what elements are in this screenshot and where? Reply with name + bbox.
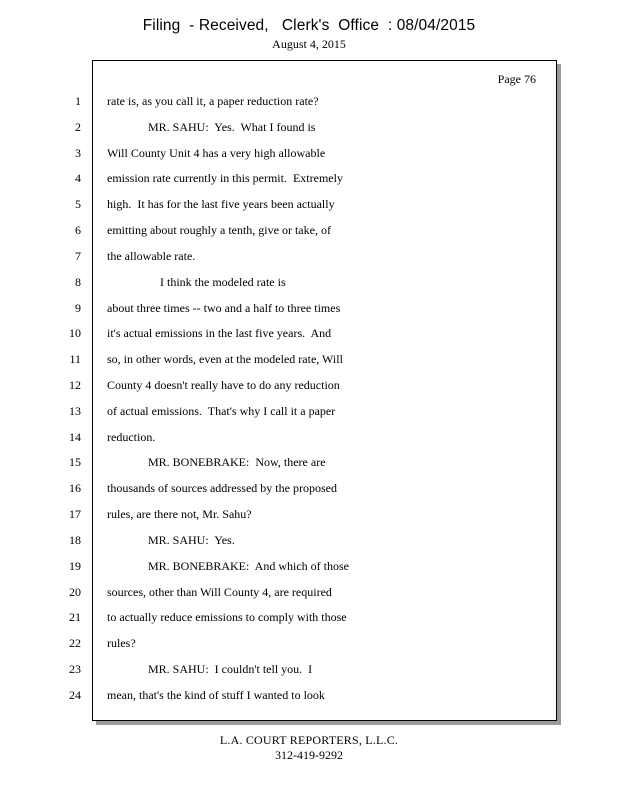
line-text: reduction.: [107, 429, 156, 444]
line-text: it's actual emissions in the last five years. And: [107, 326, 332, 341]
line-number: 19: [69, 558, 81, 573]
line-number: 23: [69, 662, 81, 677]
line-text: I think the modeled rate is: [160, 274, 286, 289]
line-text: rate is, as you call it, a paper reduction rate?: [107, 94, 319, 108]
line-text: emitting about roughly a tenth, give or take, of: [107, 223, 331, 238]
line-text: so, in other words, even at the modeled rate, Will: [107, 352, 343, 367]
line-number: 14: [69, 429, 81, 444]
line-text: the allowable rate.: [107, 248, 196, 263]
line-number: 24: [69, 687, 81, 702]
transcript-line: [0, 378, 560, 404]
line-number: 22: [69, 636, 81, 651]
line-text: MR. SAHU: I couldn't tell you. I: [148, 662, 313, 677]
line-number: 11: [69, 352, 81, 367]
transcript-line: [0, 249, 560, 275]
filing-stamp-header: Filing - Received, Clerk's Office : 08/04/2015: [142, 17, 476, 34]
transcript-line: [0, 585, 560, 611]
line-text: MR. SAHU: Yes. What I found is: [148, 119, 316, 134]
line-text: thousands of sources addressed by the proposed: [107, 481, 337, 496]
transcript-line: [0, 326, 560, 352]
line-text: MR. BONEBRAKE: Now, there are: [148, 455, 326, 470]
transcript-line: [0, 301, 560, 327]
line-text: emission rate currently in this permit. Extremely: [107, 171, 343, 186]
line-text: mean, that's the kind of stuff I wanted to look: [107, 687, 325, 702]
line-number: 6: [75, 223, 81, 238]
transcript-line: [0, 404, 560, 430]
line-number: 15: [69, 455, 81, 470]
line-number: 7: [75, 248, 81, 263]
line-text: rules?: [107, 636, 136, 651]
court-reporter-phone: 312-419-9292: [275, 748, 343, 762]
transcript-line: [0, 481, 560, 507]
line-number: 2: [75, 119, 81, 134]
transcript-line: [0, 94, 560, 120]
line-number: 13: [69, 403, 81, 418]
line-text: about three times -- two and a half to three times: [107, 300, 341, 315]
transcript-line: [0, 171, 560, 197]
transcript-line: [0, 533, 560, 559]
line-text: Will County Unit 4 has a very high allowable: [107, 145, 326, 160]
line-number: 8: [75, 274, 81, 289]
line-number: 21: [69, 610, 81, 625]
transcript-line: [0, 430, 560, 456]
line-text: sources, other than Will County 4, are required: [107, 584, 332, 599]
line-text: to actually reduce emissions to comply with those: [107, 610, 347, 625]
line-number: 17: [69, 507, 81, 522]
transcript-line: [0, 223, 560, 249]
transcript-line: [0, 559, 560, 585]
transcript-line: [0, 610, 560, 636]
line-text: MR. SAHU: Yes.: [148, 532, 235, 547]
transcript-line: [0, 636, 560, 662]
transcript-line: [0, 662, 560, 688]
transcript-line: [0, 352, 560, 378]
line-number: 1: [75, 94, 81, 108]
line-number: 18: [69, 532, 81, 547]
line-text: of actual emissions. That's why I call it a paper: [107, 403, 336, 418]
line-number: 10: [69, 326, 81, 341]
line-number: 20: [69, 584, 81, 599]
line-number: 5: [75, 197, 81, 212]
transcript-line: [0, 146, 560, 172]
transcript-line: [0, 275, 560, 301]
filing-date: August 4, 2015: [272, 37, 346, 51]
transcript-line: [0, 688, 560, 714]
line-text: County 4 doesn't really have to do any reduction: [107, 378, 340, 393]
transcript-line: [0, 197, 560, 223]
line-number: 4: [75, 171, 81, 186]
transcript-line: [0, 507, 560, 533]
line-number: 16: [69, 481, 81, 496]
line-text: rules, are there not, Mr. Sahu?: [107, 507, 252, 522]
line-text: MR. BONEBRAKE: And which of those: [148, 558, 349, 573]
transcript-line: [0, 120, 560, 146]
line-number: 3: [75, 145, 81, 160]
line-number: 12: [69, 378, 81, 393]
court-reporter-name: L.A. COURT REPORTERS, L.L.C.: [219, 733, 399, 747]
page-number: Page 76: [497, 72, 536, 86]
line-number: 9: [75, 300, 81, 315]
line-text: high. It has for the last five years been actually: [107, 197, 335, 212]
transcript-line: [0, 455, 560, 481]
